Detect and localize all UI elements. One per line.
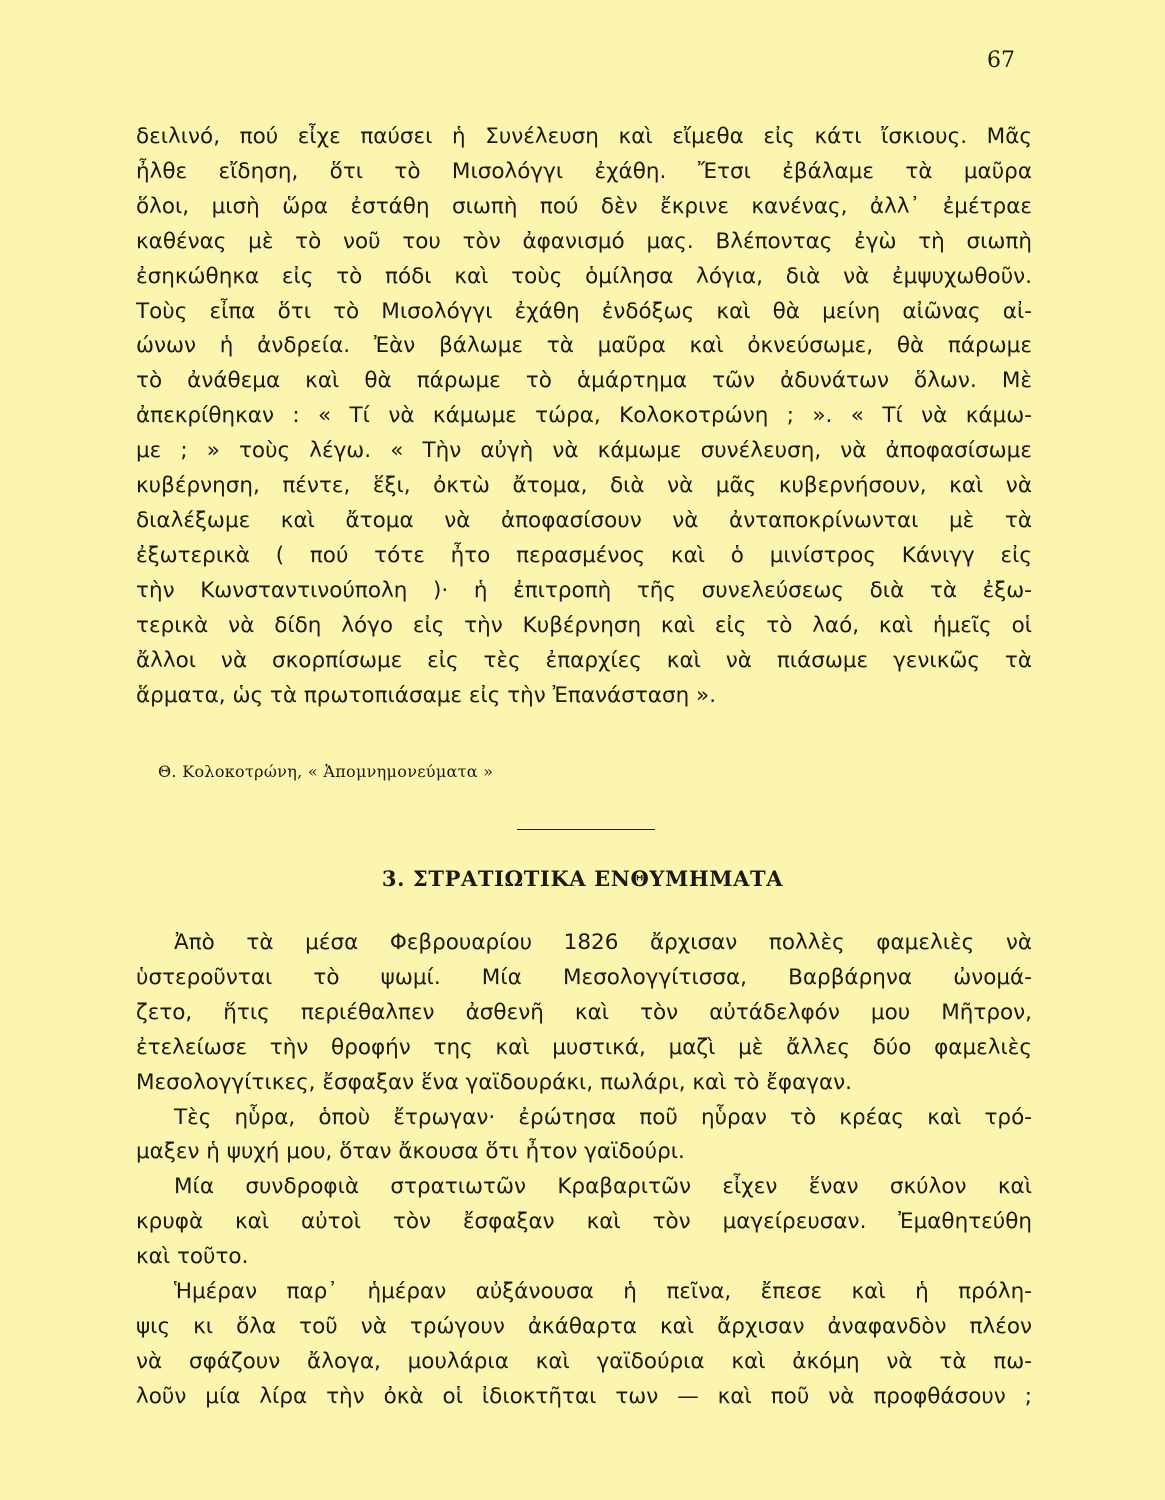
intro-line: κυβέρνηση, πέντε, ἕξι, ὀκτὼ ἄτομα, διὰ νὰ μᾶς κυβερνήσουν, καὶ νὰ [136,473,1032,499]
intro-line: Τοὺς εἶπα ὅτι τὸ Μισολόγγι ἐχάθη ἐνδόξως καὶ θὰ μείνη αἰῶνας αἰ- [136,298,1032,324]
intro-line: ἄλλοι νὰ σκορπίσωμε εἰς τὲς ἐπαρχίες καὶ νὰ πιάσωμε γενικῶς τὰ [136,647,1032,673]
intro-line: δειλινό, πού εἶχε παύσει ἡ Συνέλευση καὶ εἴμεθα εἰς κάτι ἴσκιους. Μᾶς [136,124,1032,149]
section-paragraph [136,1170,1032,1275]
intro-paragraph [136,120,1032,713]
intro-line: ἐξωτερικὰ ( πού τότε ἦτο περασμένος καὶ ὁ μινίστρος Κάνιγγ εἰς [136,542,1032,568]
page-number: 67 [987,48,1015,73]
paragraph-line: καὶ τοῦτο. [136,1244,249,1270]
paragraph-line: μαξεν ἡ ψυχή μου, ὅταν ἄκουσα ὅτι ἦτον γαϊδούρι. [136,1139,685,1165]
section-paragraph [136,926,1032,1101]
intro-line: ώνων ἡ ἀνδρεία. Ἐὰν βάλωμε τὰ μαῦρα καὶ ὀκνεύσωμε, θὰ πάρωμε [136,333,1032,359]
section-heading: 3. ΣΤΡΑΤΙΩΤΙΚΑ ΕΝΘΥΜΗΜΑΤΑ [381,866,784,891]
intro-line: καθένας μὲ τὸ νοῦ του τὸν ἀφανισμό μας. Βλέποντας ἐγὼ τὴ σιωπὴ [136,228,1032,254]
intro-line: ἅρματα, ὡς τὰ πρωτοπιάσαμε εἰς τὴν Ἐπανάσταση ». [136,682,717,708]
intro-line: τὴν Κωνσταντινούπολη )· ἡ ἐπιτροπὴ τῆς συνελεύσεως διὰ τὰ ἐξω- [136,577,1032,603]
section-paragraph [136,1275,1032,1415]
intro-line: με ; » τοὺς λέγω. « Τὴν αὐγὴ νὰ κάμωμε συνέλευση, νὰ ἀποφασίσωμε [136,438,1032,464]
intro-line: ἐσηκώθηκα εἰς τὸ πόδι καὶ τοὺς ὁμίλησα λόγια, διὰ νὰ ἐμψυχωθοῦν. [136,263,1032,289]
section-body [136,926,1032,1415]
section-divider [517,829,655,830]
paragraph-line: ὑστεροῦνται τὸ ψωμί. Μία Μεσολογγίτισσα, Βαρβάρηνα ὠνομά- [136,964,1032,990]
citation: Θ. Κολοκοτρώνη, « Ἀπομνημονεύματα » [158,762,494,781]
intro-line: τὸ ἀνάθεμα καὶ θὰ πάρωμε τὸ ἁμάρτημα τῶν ἀδυνάτων ὅλων. Μὲ [136,368,1032,394]
paragraph-line: Ἡμέραν παρ᾿ ἡμέραν αὐξάνουσα ἡ πεῖνα, ἔπεσε καὶ ἡ πρόλη- [174,1279,1032,1305]
paragraph-line: Μεσολογγίτικες, ἔσφαξαν ἕνα γαϊδουράκι, πωλάρι, καὶ τὸ ἔφαγαν. [136,1069,852,1095]
paragraph-line: ζετο, ἥτις περιέθαλπεν ἀσθενῆ καὶ τὸν αὐτάδελφόν μου Μῆτρον, [136,999,1032,1025]
intro-line: τερικὰ νὰ δίδη λόγο εἰς τὴν Κυβέρνηση καὶ εἰς τὸ λαό, καὶ ἡμεῖς οἱ [136,612,1032,638]
paragraph-line: νὰ σφάζουν ἄλογα, μουλάρια καὶ γαϊδούρια καὶ ἀκόμη νὰ τὰ πω- [136,1348,1032,1374]
paragraph-line: ψις κι ὅλα τοῦ νὰ τρώγουν ἀκάθαρτα καὶ ἄρχισαν ἀναφανδὸν πλέον [136,1313,1032,1339]
paragraph-line: Μία συνδροφιὰ στρατιωτῶν Κραβαριτῶν εἶχεν ἕναν σκύλον καὶ [174,1174,1032,1200]
intro-line: ὅλοι, μισὴ ὥρα ἐστάθη σιωπὴ πού δὲν ἔκρινε κανένας, ἀλλ᾿ ἐμέτραε [136,193,1032,219]
paragraph-line: Τὲς ηὗρα, ὁποὺ ἔτρωγαν· ἐρώτησα ποῦ ηὗραν τὸ κρέας καὶ τρό- [174,1104,1032,1130]
paragraph-line: λοῦν μία λίρα τὴν ὀκὰ οἱ ἰδιοκτῆται των — καὶ ποῦ νὰ προφθάσουν ; [136,1383,1032,1409]
paragraph-line: ἐτελείωσε τὴν θροφήν της καὶ μυστικά, μαζὶ μὲ ἄλλες δύο φαμελιὲς [136,1034,1032,1060]
paragraph-line: Ἀπὸ τὰ μέσα Φεβρουαρίου 1826 ἄρχισαν πολλὲς φαμελιὲς νὰ [174,930,1032,955]
intro-line: διαλέξωμε καὶ ἄτομα νὰ ἀποφασίσουν νὰ ἀνταποκρίνωνται μὲ τὰ [136,507,1032,533]
paragraph-line: κρυφὰ καὶ αὐτοὶ τὸν ἔσφαξαν καὶ τὸν μαγείρευσαν. Ἐμαθητεύθη [136,1209,1032,1235]
section-paragraph [136,1101,1032,1171]
intro-line: ἦλθε εἴδηση, ὅτι τὸ Μισολόγγι ἐχάθη. Ἔτσι ἐβάλαμε τὰ μαῦρα [136,158,1032,184]
intro-line: ἀπεκρίθηκαν : « Τί νὰ κάμωμε τώρα, Κολοκοτρώνη ; ». « Τί νὰ κάμω- [136,403,1032,429]
